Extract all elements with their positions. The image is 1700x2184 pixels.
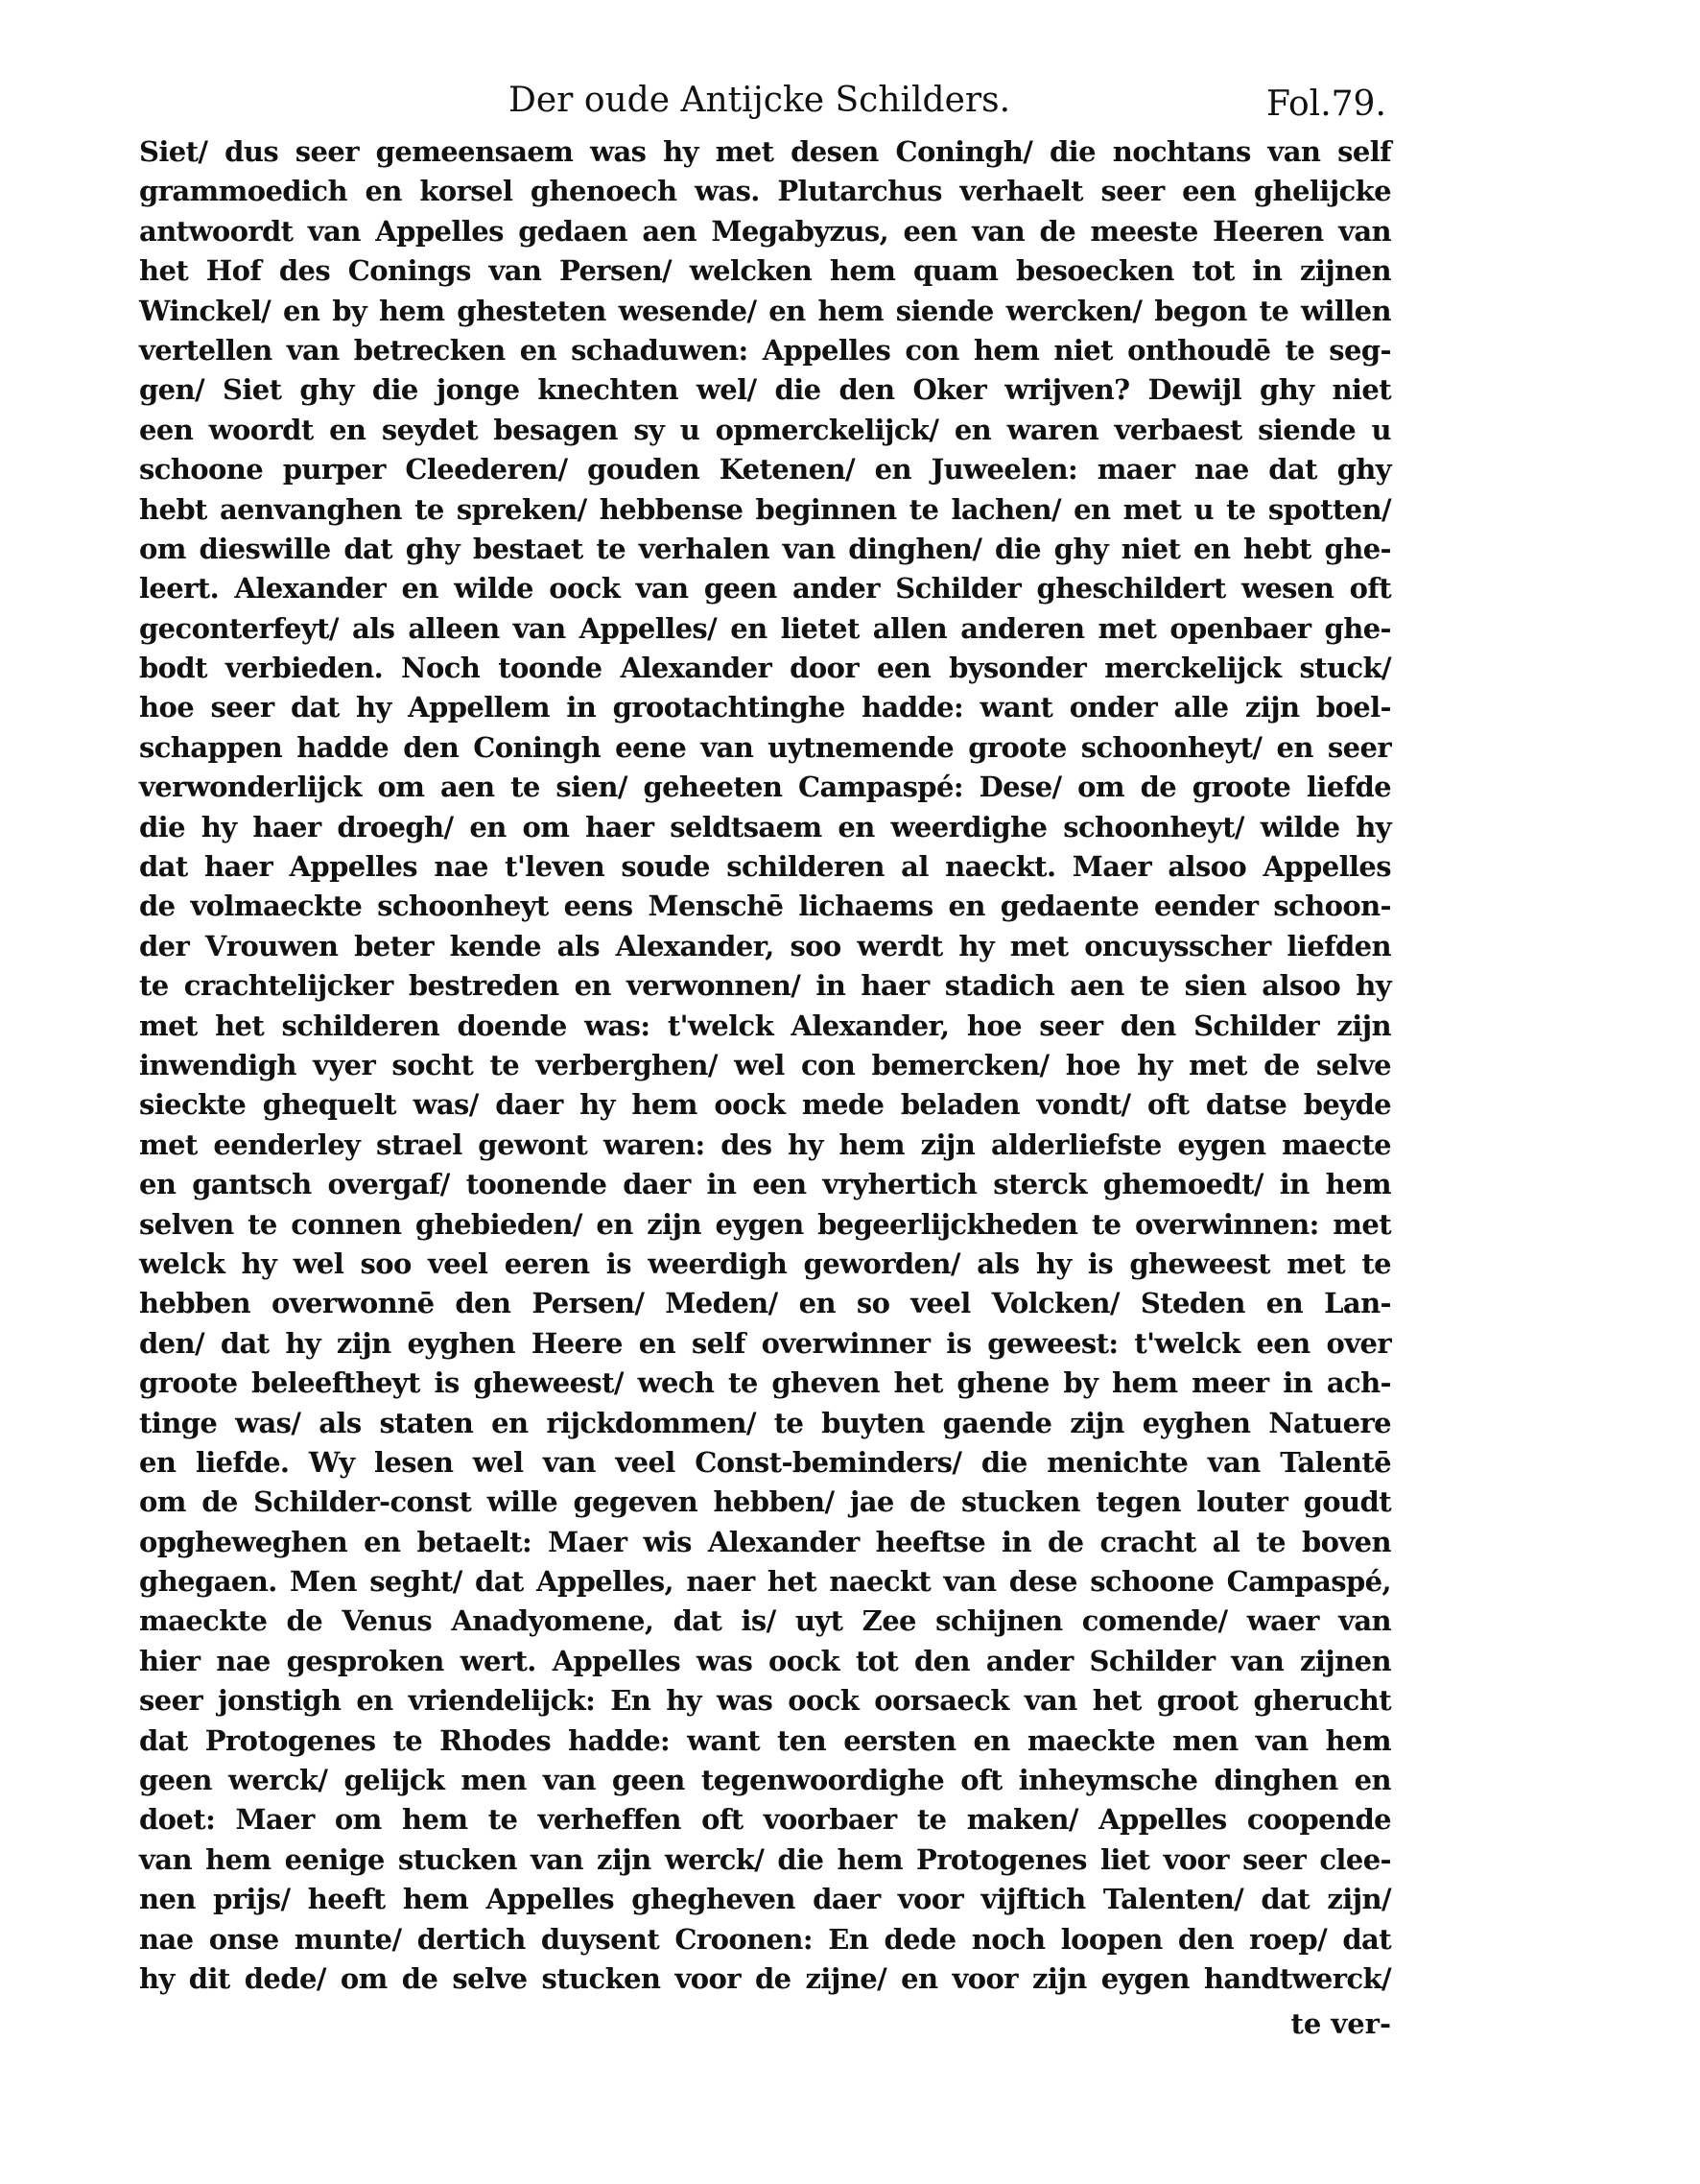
text-line: leert. Alexander en wilde oock van geen ander Schilder gheschildert wesen oft [139, 572, 1391, 605]
text-line: om dieswille dat ghy bestaet te verhalen van dinghen/ die ghy niet en hebt ghe- [139, 532, 1391, 565]
text-line: inwendigh vyer socht te verberghen/ wel con bemercken/ hoe hy met de selve [139, 1048, 1391, 1081]
text-line: seer jonstigh en vriendelijck: En hy was oock oorsaeck van het groot gherucht [139, 1684, 1391, 1718]
text-line: en gantsch overgaf/ toonende daer in een vryhertich sterck ghemoedt/ in hem [139, 1168, 1391, 1201]
text-line: gen/ Siet ghy die jonge knechten wel/ die den Oker wrijven? Dewijl ghy niet [139, 373, 1391, 407]
text-line: sieckte ghequelt was/ daer hy hem oock mede beladen vondt/ oft datse beyde [139, 1088, 1391, 1122]
text-line: tinge was/ als staten en rijckdommen/ te buyten gaende zijn eyghen Natuere [139, 1406, 1391, 1439]
text-line: den/ dat hy zijn eyghen Heere en self overwinner is geweest: t'welck een over [139, 1326, 1391, 1360]
text-line: welck hy wel soo veel eeren is weerdigh geworden/ als hy is gheweest met te [139, 1246, 1391, 1280]
text-line: hebben overwonnē den Persen/ Meden/ en so veel Volcken/ Steden en Lan- [139, 1287, 1391, 1320]
text-line: Winckel/ en by hem ghesteten wesende/ en hem siende wercken/ begon te willen [139, 294, 1391, 327]
text-line: schappen hadde den Coningh eene van uytnemende groote schoonheyt/ en seer [139, 730, 1391, 764]
body-text [139, 132, 1391, 1999]
text-line: nen prijs/ heeft hem Appelles ghegheven daer voor vijftich Talenten/ dat zijn/ [139, 1883, 1391, 1916]
text-line: een woordt en seydet besagen sy u opmerckelijck/ en waren verbaest siende u [139, 413, 1391, 446]
text-line: doet: Maer om hem te verheffen oft voorbaer te maken/ Appelles coopende [139, 1803, 1391, 1837]
text-line: selven te connen ghebieden/ en zijn eygen begeerlijckheden te overwinnen: met [139, 1207, 1391, 1241]
text-line: vertellen van betrecken en schaduwen: Appelles con hem niet onthoudē te seg- [139, 333, 1391, 367]
text-line: bodt verbieden. Noch toonde Alexander door een bysonder merckelijck stuck/ [139, 652, 1391, 685]
text-line: groote beleefthеyt is gheweest/ wech te gheven het ghene by hem meer in ach- [139, 1366, 1391, 1400]
text-line: het Hof des Conings van Persen/ welcken hem quam besoecken tot in zijnen [139, 254, 1391, 288]
text-line: hy dit dede/ om de selve stucken voor de zijne/ en voor zijn eygen handtwerck/ [139, 1961, 1391, 1995]
text-line: hebt aenvanghen te spreken/ hebbense beginnen te lachen/ en met u te spotten/ [139, 492, 1391, 526]
text-line: maeckte de Venus Anadyomene, dat is/ uyt Zee schijnen comende/ waer van [139, 1604, 1391, 1638]
text-line: Siet/ dus seer gemeensaem was hy met desen Coningh/ die nochtans van self [139, 135, 1391, 168]
catchword: te ver- [1290, 2007, 1391, 2040]
text-line: die hy haer droegh/ en om haer seldtsaem en weerdighe schoonheyt/ wilde hy [139, 810, 1391, 843]
text-line: dat Protogenes te Rhodes hadde: want ten eersten en maeckte men van hem [139, 1723, 1391, 1757]
text-line: met het schilderen doende was: t'welck Alexander, hoe seer den Schilder zijn [139, 1009, 1391, 1042]
text-line: grammoedich en korsel ghenoech was. Plutarchus verhaelt seer een ghelijcke [139, 175, 1391, 208]
text-line: geen werck/ gelijck men van geen tegenwoordighe oft inheymsche dinghen en [139, 1764, 1391, 1797]
text-line: nae onse munte/ dertich duysent Croonen: En dede noch loopen den roep/ dat [139, 1922, 1391, 1956]
text-line: te crachtelijcker bestreden en verwonnen/ in haer stadich aen te sien alsoo hy [139, 969, 1391, 1003]
text-line: antwoordt van Appelles gedaen aen Megabyzus, een van de meeste Heeren van [139, 214, 1391, 248]
text-line: en liefde. Wy lesen wel van veel Const-beminders/ die menichte van Talentē [139, 1445, 1391, 1479]
text-line: geconterfeyt/ als alleen van Appelles/ en lietet allen anderen met openbaer ghe- [139, 611, 1391, 645]
text-line: hier nae gesproken wert. Appelles was oock tot den ander Schilder van zijnen [139, 1644, 1391, 1677]
text-line: verwonderlijck om aen te sien/ geheeten Campaspé: Dese/ om de groote liefde [139, 771, 1391, 804]
text-line: de volmaeckte schoonheyt eens Menschē lichaems en gedaente eender schoon- [139, 890, 1391, 923]
folio-number: Fol.79. [1266, 84, 1386, 124]
text-line: om de Schilder-const wille gegeven hebben/ jae de stucken tegen louter goudt [139, 1485, 1391, 1519]
text-line: schoone purper Cleederen/ gouden Ketenen/ en Juweelen: maer nae dat ghy [139, 453, 1391, 487]
text-line: der Vrouwen beter kende als Alexander, soo werdt hy met oncuysscher liefden [139, 929, 1391, 962]
text-line: opgheweghen en betaelt: Maer wis Alexander heeftse in de cracht al te boven [139, 1525, 1391, 1558]
page-header [0, 81, 1700, 129]
text-line: hoe seer dat hy Appellem in grootachtinghe hadde: want onder alle zijn boel- [139, 691, 1391, 724]
text-line: ghegaen. Men seght/ dat Appelles, naer het naeckt van dese schoone Campaspé, [139, 1565, 1391, 1599]
text-line: dat haer Appelles nae t'leven soude schilderen al naeckt. Maer alsoo Appelles [139, 850, 1391, 884]
running-title: Der oude Antijcke Schilders. [508, 81, 1011, 120]
text-line: met eenderley strael gewont waren: des hy hem zijn alderliefste eygen maecte [139, 1128, 1391, 1161]
text-line: van hem eenige stucken van zijn werck/ die hem Protogenes liet voor seer clee- [139, 1842, 1391, 1876]
